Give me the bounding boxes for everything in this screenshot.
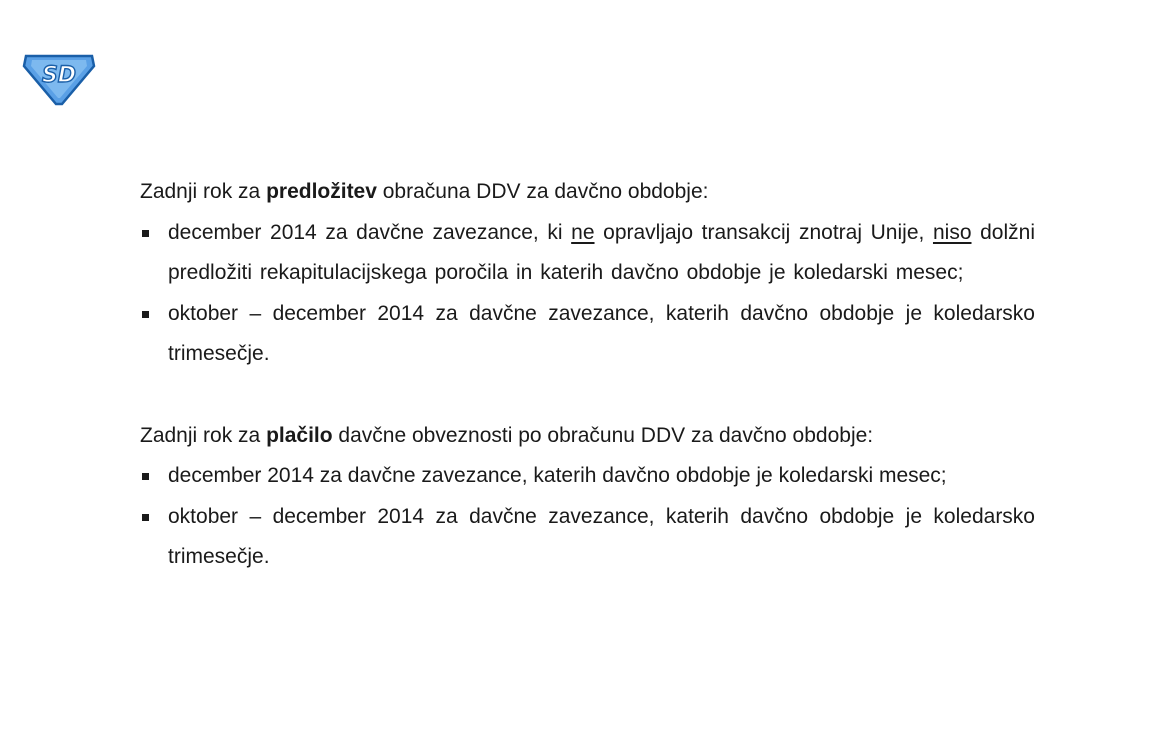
payment-list	[140, 456, 1035, 578]
list-item: oktober – december 2014 za davčne zavezance, katerih davčno obdobje je koledarsko trimesečje.	[140, 294, 1035, 375]
sd-logo	[22, 48, 96, 106]
section-heading-submission: Zadnji rok za predložitev obračuna DDV za davčno obdobje:	[140, 180, 709, 203]
logo-letters: SD	[41, 63, 77, 88]
list-item: december 2014 za davčne zavezance, katerih davčno obdobje je koledarski mesec;	[140, 456, 1035, 497]
list-item: oktober – december 2014 za davčne zavezance, katerih davčno obdobje je koledarsko trimesečje.	[140, 497, 1035, 578]
submission-list	[140, 213, 1035, 375]
underlined-word-niso: niso	[932, 220, 972, 244]
underlined-word-ne: ne	[571, 220, 595, 244]
list-item: december 2014 za davčne zavezance, ki ne opravljajo transakcij znotraj Unije, niso dolžni predložiti rekapitulacijskega poročila in katerih davčno obdobje je koledarski mesec;	[140, 213, 1035, 294]
heading-bold-term: plačilo	[266, 423, 333, 447]
heading-bold-term: predložitev	[266, 180, 377, 203]
section-heading-payment: Zadnji rok za plačilo davčne obveznosti po obračunu DDV za davčno obdobje:	[140, 423, 874, 447]
document-body	[140, 172, 1035, 578]
